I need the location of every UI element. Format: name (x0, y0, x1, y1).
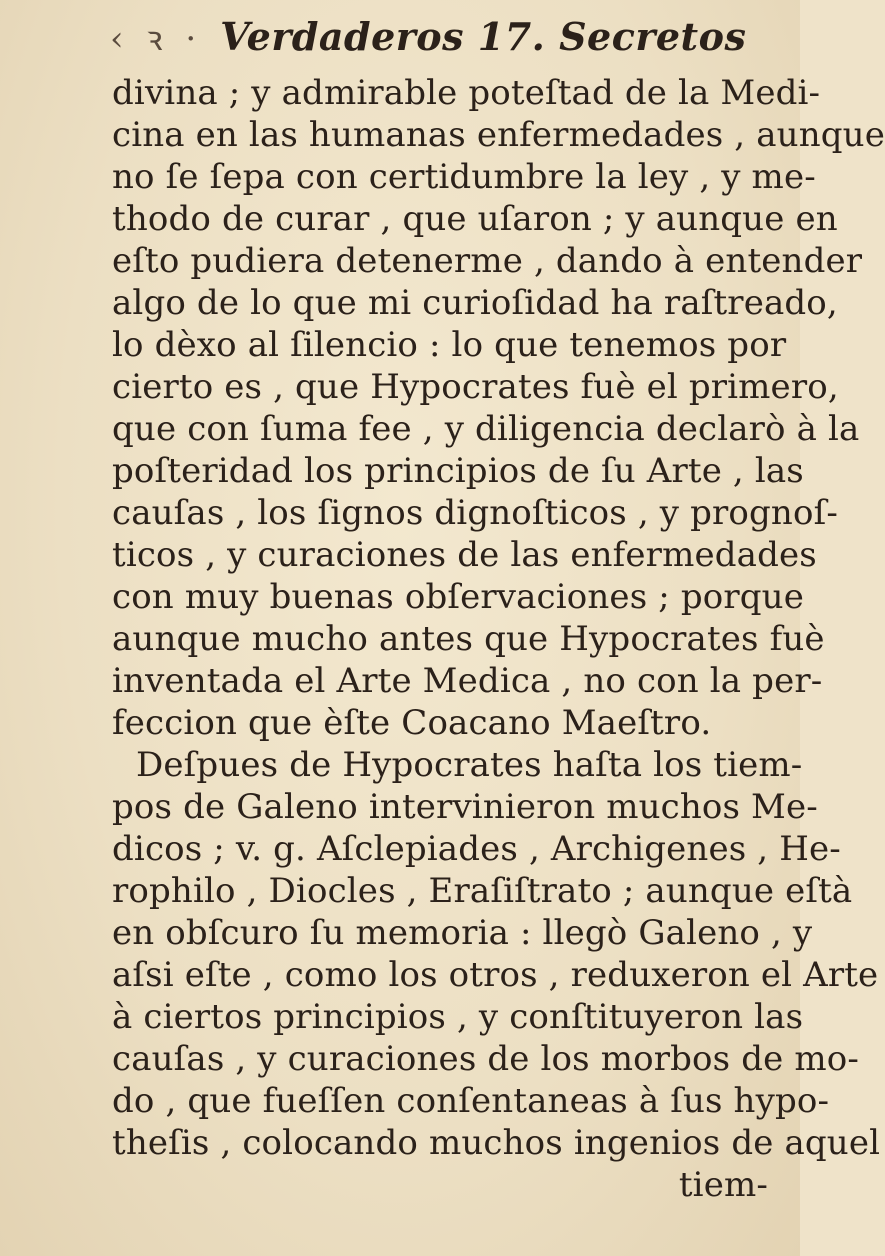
text-line: aunque mucho antes que Hypocrates fuè (112, 619, 825, 659)
text-line: feccion que èſte Coacano Maeſtro. (112, 703, 712, 743)
text-line: en obſcuro ſu memoria : llegò Galeno , y (112, 913, 813, 953)
text-line: poſteridad los principios de ſu Arte , las (112, 451, 804, 491)
paragraph-start-line: Deſpues de Hypocrates haſta los tiem- (136, 745, 803, 785)
running-title: Verdaderos 17. Secretos (220, 14, 747, 59)
text-line: rophilo , Diocles , Eraſiſtrato ; aunque eſtà (112, 871, 853, 911)
text-line: inventada el Arte Medica , no con la per- (112, 661, 823, 701)
text-line: no ſe ſepa con certidumbre la ley , y me- (112, 157, 816, 197)
body-text (112, 72, 885, 1206)
text-line: con muy buenas obſervaciones ; porque (112, 577, 804, 617)
catchword: tiem- (678, 1165, 768, 1205)
text-line: à ciertos principios , y conſtituyeron las (112, 997, 804, 1037)
text-line: que con ſuma fee , y diligencia declarò à la (112, 409, 860, 449)
text-line: aſsi eſte , como los otros , reduxeron el Arte (112, 955, 879, 995)
text-line: thodo de curar , que uſaron ; y aunque en (112, 199, 838, 239)
text-line: algo de lo que mi curioſidad ha raſtreado, (112, 283, 838, 323)
text-line: theſis , colocando muchos ingenios de aquel (112, 1123, 881, 1163)
text-line: do , que fueſſen conſentaneas à ſus hypo- (112, 1081, 830, 1121)
folio-marks: ‹ ꝛ · (110, 19, 203, 59)
page-header (110, 14, 746, 74)
text-line: cauſas , y curaciones de los morbos de mo- (112, 1039, 860, 1079)
text-line: cina en las humanas enfermedades , aunque (112, 115, 885, 155)
text-line: dicos ; v. g. Aſclepiades , Archigenes , He- (112, 829, 841, 869)
text-line: lo dèxo al ſilencio : lo que tenemos por (112, 325, 787, 365)
text-line: divina ; y admirable poteſtad de la Medi- (112, 73, 821, 113)
text-line: pos de Galeno intervinieron muchos Me- (112, 787, 818, 827)
text-line: cauſas , los ſignos dignoſticos , y prognoſ- (112, 493, 838, 533)
text-line: cierto es , que Hypocrates fuè el primero, (112, 367, 839, 407)
text-line: eſto pudiera detenerme , dando à entender (112, 241, 863, 281)
text-line: ticos , y curaciones de las enfermedades (112, 535, 817, 575)
